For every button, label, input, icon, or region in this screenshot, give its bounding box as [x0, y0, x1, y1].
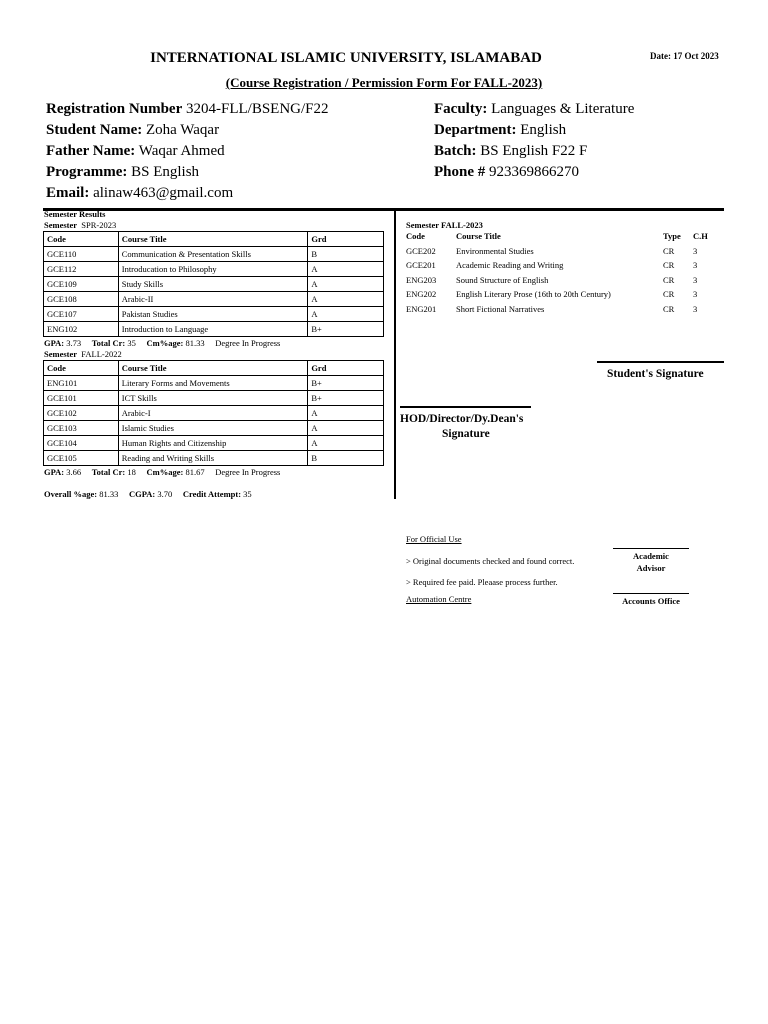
university-title: INTERNATIONAL ISLAMIC UNIVERSITY, ISLAMABAD [150, 50, 542, 66]
phone-label: Phone # [434, 164, 486, 180]
table-row: ENG201 Short Fictional Narratives CR 3 [406, 303, 698, 314]
batch [434, 143, 587, 160]
registration-value: 3204-FLL/BSENG/F22 [185, 101, 329, 117]
table-header-row [44, 232, 384, 247]
col-type: Type [663, 231, 681, 242]
semester-1-table [43, 231, 384, 337]
table-row: GCE104 Human Rights and Citizenship A [44, 436, 384, 451]
faculty [434, 101, 634, 118]
email-label: Email: [46, 185, 90, 201]
official-check-line: > Original documents checked and found correct. [406, 556, 575, 566]
hod-signature-label: HOD/Director/Dy.Dean's [400, 413, 524, 425]
table-header-row [44, 361, 384, 376]
official-fee-line: > Required fee paid. Pleaase process further. [406, 577, 558, 587]
registration-label: Registration Number [46, 101, 183, 117]
col-title: Course Title [118, 361, 308, 376]
col-code: Code [44, 361, 119, 376]
table-row: GCE108 Arabic-II A [44, 292, 384, 307]
semester-2-label: Semester FALL-2022 [44, 349, 122, 359]
automation-centre: Automation Centre [406, 594, 472, 604]
department-value: English [520, 122, 567, 138]
results-heading: Semester Results [44, 209, 106, 219]
student-name [46, 122, 219, 139]
phone-value: 923369866270 [489, 164, 580, 180]
faculty-label: Faculty: [434, 101, 488, 117]
advisor-label: Academic [633, 551, 669, 561]
accounts-signature-line [613, 593, 689, 594]
col-title: Course Title [118, 232, 308, 247]
semester-1-label: Semester SPR-2023 [44, 220, 117, 230]
advisor-label-2: Advisor [636, 563, 666, 573]
father-name-value: Waqar Ahmed [138, 143, 225, 159]
table-row: GCE101 ICT Skills B+ [44, 391, 384, 406]
table-row: GCE112 Introducation to Philosophy A [44, 262, 384, 277]
form-title: (Course Registration / Permission Form For FALL-2023) [225, 75, 543, 90]
hod-signature-label-2: Signature [442, 428, 490, 440]
col-title: Course Title [456, 231, 501, 242]
accounts-label: Accounts Office [622, 596, 680, 606]
table-row: GCE201 Academic Reading and Writing CR 3 [406, 260, 698, 271]
semester-2-summary: GPA: 3.66 Total Cr: 18 Cm%age: 81.67 Degree In Progress [44, 467, 281, 477]
batch-label: Batch: [434, 143, 477, 159]
table-row: ENG203 Sound Structure of English CR 3 [406, 274, 698, 285]
col-ch: C.H [693, 231, 708, 242]
father-name-label: Father Name: [46, 143, 136, 159]
table-row: ENG101 Literary Forms and Movements B+ [44, 376, 384, 391]
table-row: GCE102 Arabic-I A [44, 406, 384, 421]
student-name-value: Zoha Waqar [146, 122, 220, 138]
table-row: GCE107 Pakistan Studies A [44, 307, 384, 322]
faculty-value: Languages & Literature [491, 101, 635, 117]
phone [434, 164, 579, 181]
batch-value: BS English F22 F [480, 143, 588, 159]
email-value: alinaw463@gmail.com [93, 185, 234, 201]
table-row: GCE109 Study Skills A [44, 277, 384, 292]
advisor-signature-line [613, 548, 689, 549]
col-grade: Grd [308, 232, 384, 247]
semester-1-summary: GPA: 3.73 Total Cr: 35 Cm%age: 81.33 Degree In Progress [44, 338, 281, 348]
current-courses-table [406, 229, 716, 316]
table-row: ENG102 Introduction to Language B+ [44, 322, 384, 337]
department-label: Department: [434, 122, 517, 138]
table-row: GCE105 Reading and Writing Skills B [44, 451, 384, 466]
col-code: Code [406, 231, 425, 242]
table-row: ENG202 English Literary Prose (16th to 20th Century) CR 3 [406, 289, 698, 300]
registration-number [46, 101, 329, 118]
overall-summary: Overall %age: 81.33 CGPA: 3.70 Credit Attempt: 35 [44, 489, 252, 499]
programme [46, 164, 199, 181]
student-name-label: Student Name: [46, 122, 143, 138]
hod-signature-line [400, 406, 531, 408]
email [46, 185, 233, 202]
current-semester-heading: Semester FALL-2023 [406, 220, 483, 230]
department [434, 122, 566, 139]
student-signature-label: Student's Signature [607, 368, 704, 380]
programme-label: Programme: [46, 164, 128, 180]
official-use-heading: For Official Use [406, 534, 462, 544]
semester-2-table [43, 360, 384, 466]
table-row: GCE103 Islamic Studies A [44, 421, 384, 436]
table-header-row [406, 229, 716, 244]
col-grade: Grd [308, 361, 384, 376]
table-row: GCE202 Environmental Studies CR 3 [406, 245, 698, 256]
table-row: GCE110 Communication & Presentation Skills B [44, 247, 384, 262]
header-divider [43, 208, 724, 211]
form-date: Date: 17 Oct 2023 [650, 51, 719, 61]
column-divider [394, 211, 396, 499]
student-signature-line [597, 361, 724, 363]
programme-value: BS English [131, 164, 200, 180]
col-code: Code [44, 232, 119, 247]
father-name [46, 143, 225, 160]
